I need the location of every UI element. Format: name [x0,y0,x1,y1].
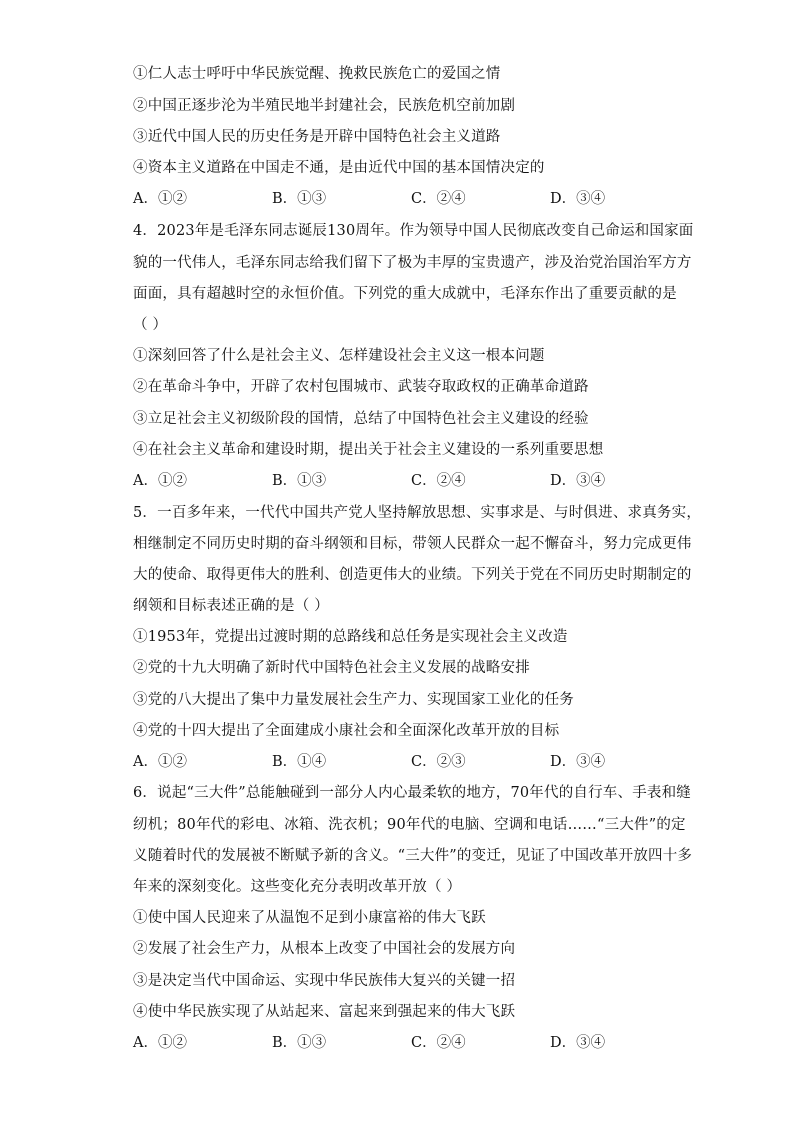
q4-answer-choices [133,471,653,491]
q4-answer-d[interactable]: D．③④ [550,473,606,489]
q5-answer-d[interactable]: D．③④ [550,754,606,770]
q6-stem-line-4: 年来的深刻变化。这些变化充分表明改革开放（ ） [133,879,462,895]
q3-answer-b[interactable]: B．①③ [272,191,327,207]
q5-answer-b[interactable]: B．①④ [272,754,327,770]
q4-answer-a[interactable]: A．①② [133,473,187,489]
q3-answer-c[interactable]: C．②④ [411,191,466,207]
q5-stem-line-4: 纲领和目标表述正确的是（ ） [133,598,329,614]
q6-answer-a[interactable]: A．①② [133,1035,187,1051]
q6-stem-line-3: 义随着时代的发展被不断赋予新的含义。“三大件”的变迁，见证了中国改革开放四十多 [133,848,693,864]
q4-option-4: ④在社会主义革命和建设时期，提出关于社会主义建设的一系列重要思想 [133,442,604,458]
q3-option-2: ②中国正逐步沦为半殖民地半封建社会，民族危机空前加剧 [133,98,516,114]
q3-option-1: ①仁人志士呼吁中华民族觉醒、挽救民族危亡的爱国之情 [133,66,501,82]
q5-option-3: ③党的八大提出了集中力量发展社会生产力、实现国家工业化的任务 [133,692,574,708]
q3-answer-a[interactable]: A．①② [133,191,187,207]
q5-stem-line-3: 大的使命、取得更伟大的胜利、创造更伟大的业绩。下列关于党在不同历史时期制定的 [133,567,692,583]
q5-stem-line-1: 5．一百多年来，一代代中国共产党人坚持解放思想、实事求是、与时俱进、求真务实， [133,505,702,521]
q4-stem-line-4: （ ） [133,317,168,333]
q5-answer-a[interactable]: A．①② [133,754,187,770]
q6-answer-choices [133,1033,653,1053]
q3-option-4: ④资本主义道路在中国走不通，是由近代中国的基本国情决定的 [133,160,545,176]
q6-answer-d[interactable]: D．③④ [550,1035,606,1051]
q6-answer-b[interactable]: B．①③ [272,1035,327,1051]
q6-option-2: ②发展了社会生产力，从根本上改变了中国社会的发展方向 [133,941,516,957]
q5-option-2: ②党的十九大明确了新时代中国特色社会主义发展的战略安排 [133,660,530,676]
q3-answer-choices [133,189,653,209]
q4-option-1: ①深刻回答了什么是社会主义、怎样建设社会主义这一根本问题 [133,348,545,364]
q3-option-3: ③近代中国人民的历史任务是开辟中国特色社会主义道路 [133,129,501,145]
q4-option-2: ②在革命斗争中，开辟了农村包围城市、武装夺取政权的正确革命道路 [133,379,589,395]
q6-option-3: ③是决定当代中国命运、实现中华民族伟大复兴的关键一招 [133,973,516,989]
q6-stem-line-2: 纫机；80年代的彩电、冰箱、洗衣机；90年代的电脑、空调和电话……“三大件”的定 [133,817,686,833]
q4-stem-line-1: 4．2023年是毛泽东同志诞辰130周年。作为领导中国人民彻底改变自己命运和国家面 [133,223,694,239]
q4-option-3: ③立足社会主义初级阶段的国情，总结了中国特色社会主义建设的经验 [133,411,589,427]
q6-answer-c[interactable]: C．②④ [411,1035,466,1051]
q4-stem-line-2: 貌的一代伟人，毛泽东同志给我们留下了极为丰厚的宝贵遗产，涉及治党治国治军方方 [133,255,692,271]
q5-answer-choices [133,752,653,772]
q6-option-1: ①使中国人民迎来了从温饱不足到小康富裕的伟大飞跃 [133,910,486,926]
q6-stem-line-1: 6．说起“三大件”总能触碰到一部分人内心最柔软的地方，70年代的自行车、手表和缝 [133,785,691,801]
q5-option-4: ④党的十四大提出了全面建成小康社会和全面深化改革开放的目标 [133,723,560,739]
q3-answer-d[interactable]: D．③④ [550,191,606,207]
q5-stem-line-2: 相继制定不同历史时期的奋斗纲领和目标，带领人民群众一起不懈奋斗，努力完成更伟 [133,536,692,552]
q5-option-1: ①1953年，党提出过渡时期的总路线和总任务是实现社会主义改造 [133,629,568,645]
q4-answer-c[interactable]: C．②④ [411,473,466,489]
q4-stem-line-3: 面面，具有超越时空的永恒价值。下列党的重大成就中，毛泽东作出了重要贡献的是 [133,286,677,302]
q4-answer-b[interactable]: B．①③ [272,473,327,489]
q5-answer-c[interactable]: C．②③ [411,754,466,770]
q6-option-4: ④使中华民族实现了从站起来、富起来到强起来的伟大飞跃 [133,1004,516,1020]
